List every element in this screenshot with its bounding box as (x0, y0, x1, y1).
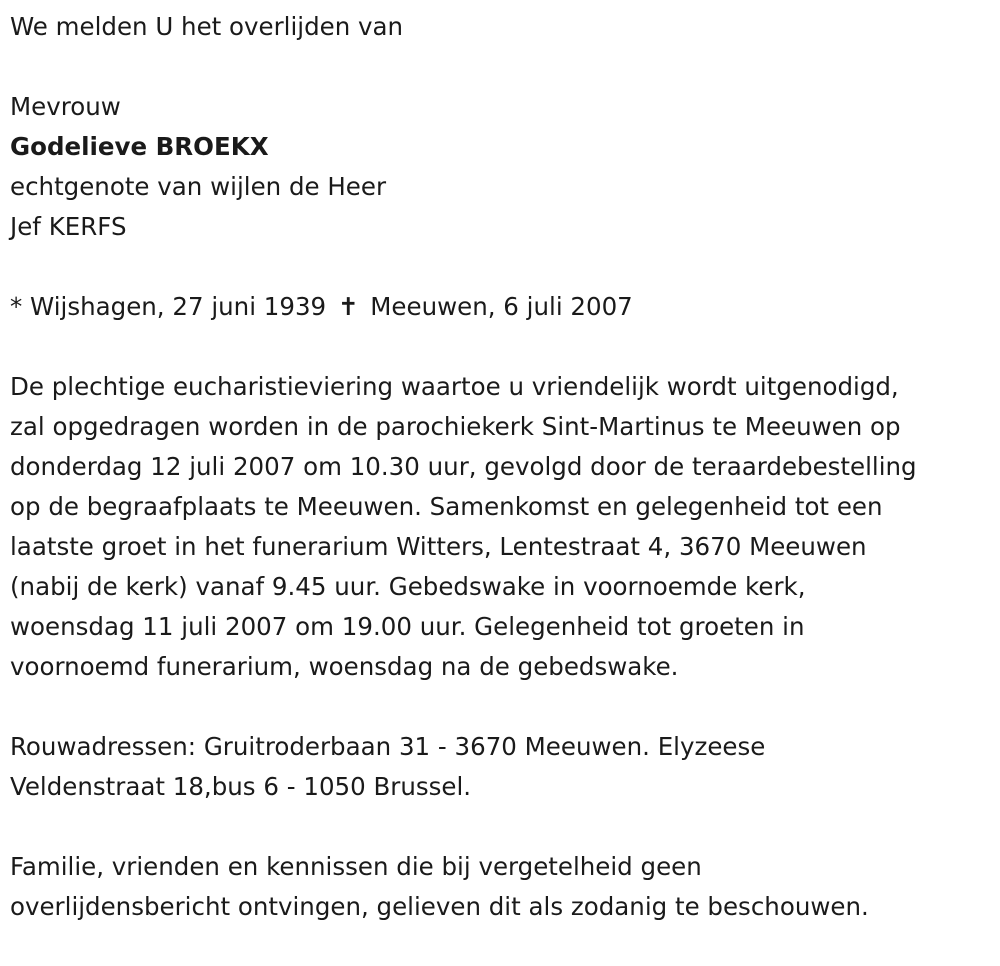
spacer (10, 47, 990, 87)
ceremony-line: De plechtige eucharistieviering waartoe u vriendelijk wordt uitgenodigd, (10, 372, 899, 401)
ceremony-paragraph (10, 367, 990, 687)
spouse-name: Jef KERFS (10, 212, 127, 241)
cross-icon: ✝ (337, 292, 359, 321)
intro-text: We melden U het overlijden van (10, 12, 404, 41)
dates-line (10, 287, 990, 327)
spacer (10, 807, 990, 847)
address-line: Veldenstraat 18,bus 6 - 1050 Brussel. (10, 772, 472, 801)
death-info: Meeuwen, 6 juli 2007 (370, 292, 633, 321)
spacer (10, 687, 990, 727)
address-paragraph (10, 727, 990, 807)
relation-text: echtgenote van wijlen de Heer (10, 172, 387, 201)
title-prefix: Mevrouw (10, 92, 121, 121)
death-notice (10, 7, 990, 927)
deceased-name: Godelieve BROEKX (10, 132, 269, 161)
spacer (10, 327, 990, 367)
closing-line: overlijdensbericht ontvingen, gelieven dit als zodanig te beschouwen. (10, 892, 869, 921)
ceremony-line: voornoemd funerarium, woensdag na de gebedswake. (10, 652, 679, 681)
closing-paragraph (10, 847, 990, 927)
spacer (10, 247, 990, 287)
ceremony-line: (nabij de kerk) vanaf 9.45 uur. Gebedswake in voornoemde kerk, (10, 572, 806, 601)
ceremony-line: zal opgedragen worden in de parochiekerk Sint-Martinus te Meeuwen op (10, 412, 901, 441)
closing-line: Familie, vrienden en kennissen die bij vergetelheid geen (10, 852, 702, 881)
ceremony-line: donderdag 12 juli 2007 om 10.30 uur, gevolgd door de teraardebestelling (10, 452, 917, 481)
ceremony-line: op de begraafplaats te Meeuwen. Samenkomst en gelegenheid tot een (10, 492, 883, 521)
ceremony-line: laatste groet in het funerarium Witters, Lentestraat 4, 3670 Meeuwen (10, 532, 867, 561)
address-line: Rouwadressen: Gruitroderbaan 31 - 3670 Meeuwen. Elyzeese (10, 732, 766, 761)
ceremony-line: woensdag 11 juli 2007 om 19.00 uur. Gelegenheid tot groeten in (10, 612, 805, 641)
birth-info: * Wijshagen, 27 juni 1939 (10, 292, 327, 321)
